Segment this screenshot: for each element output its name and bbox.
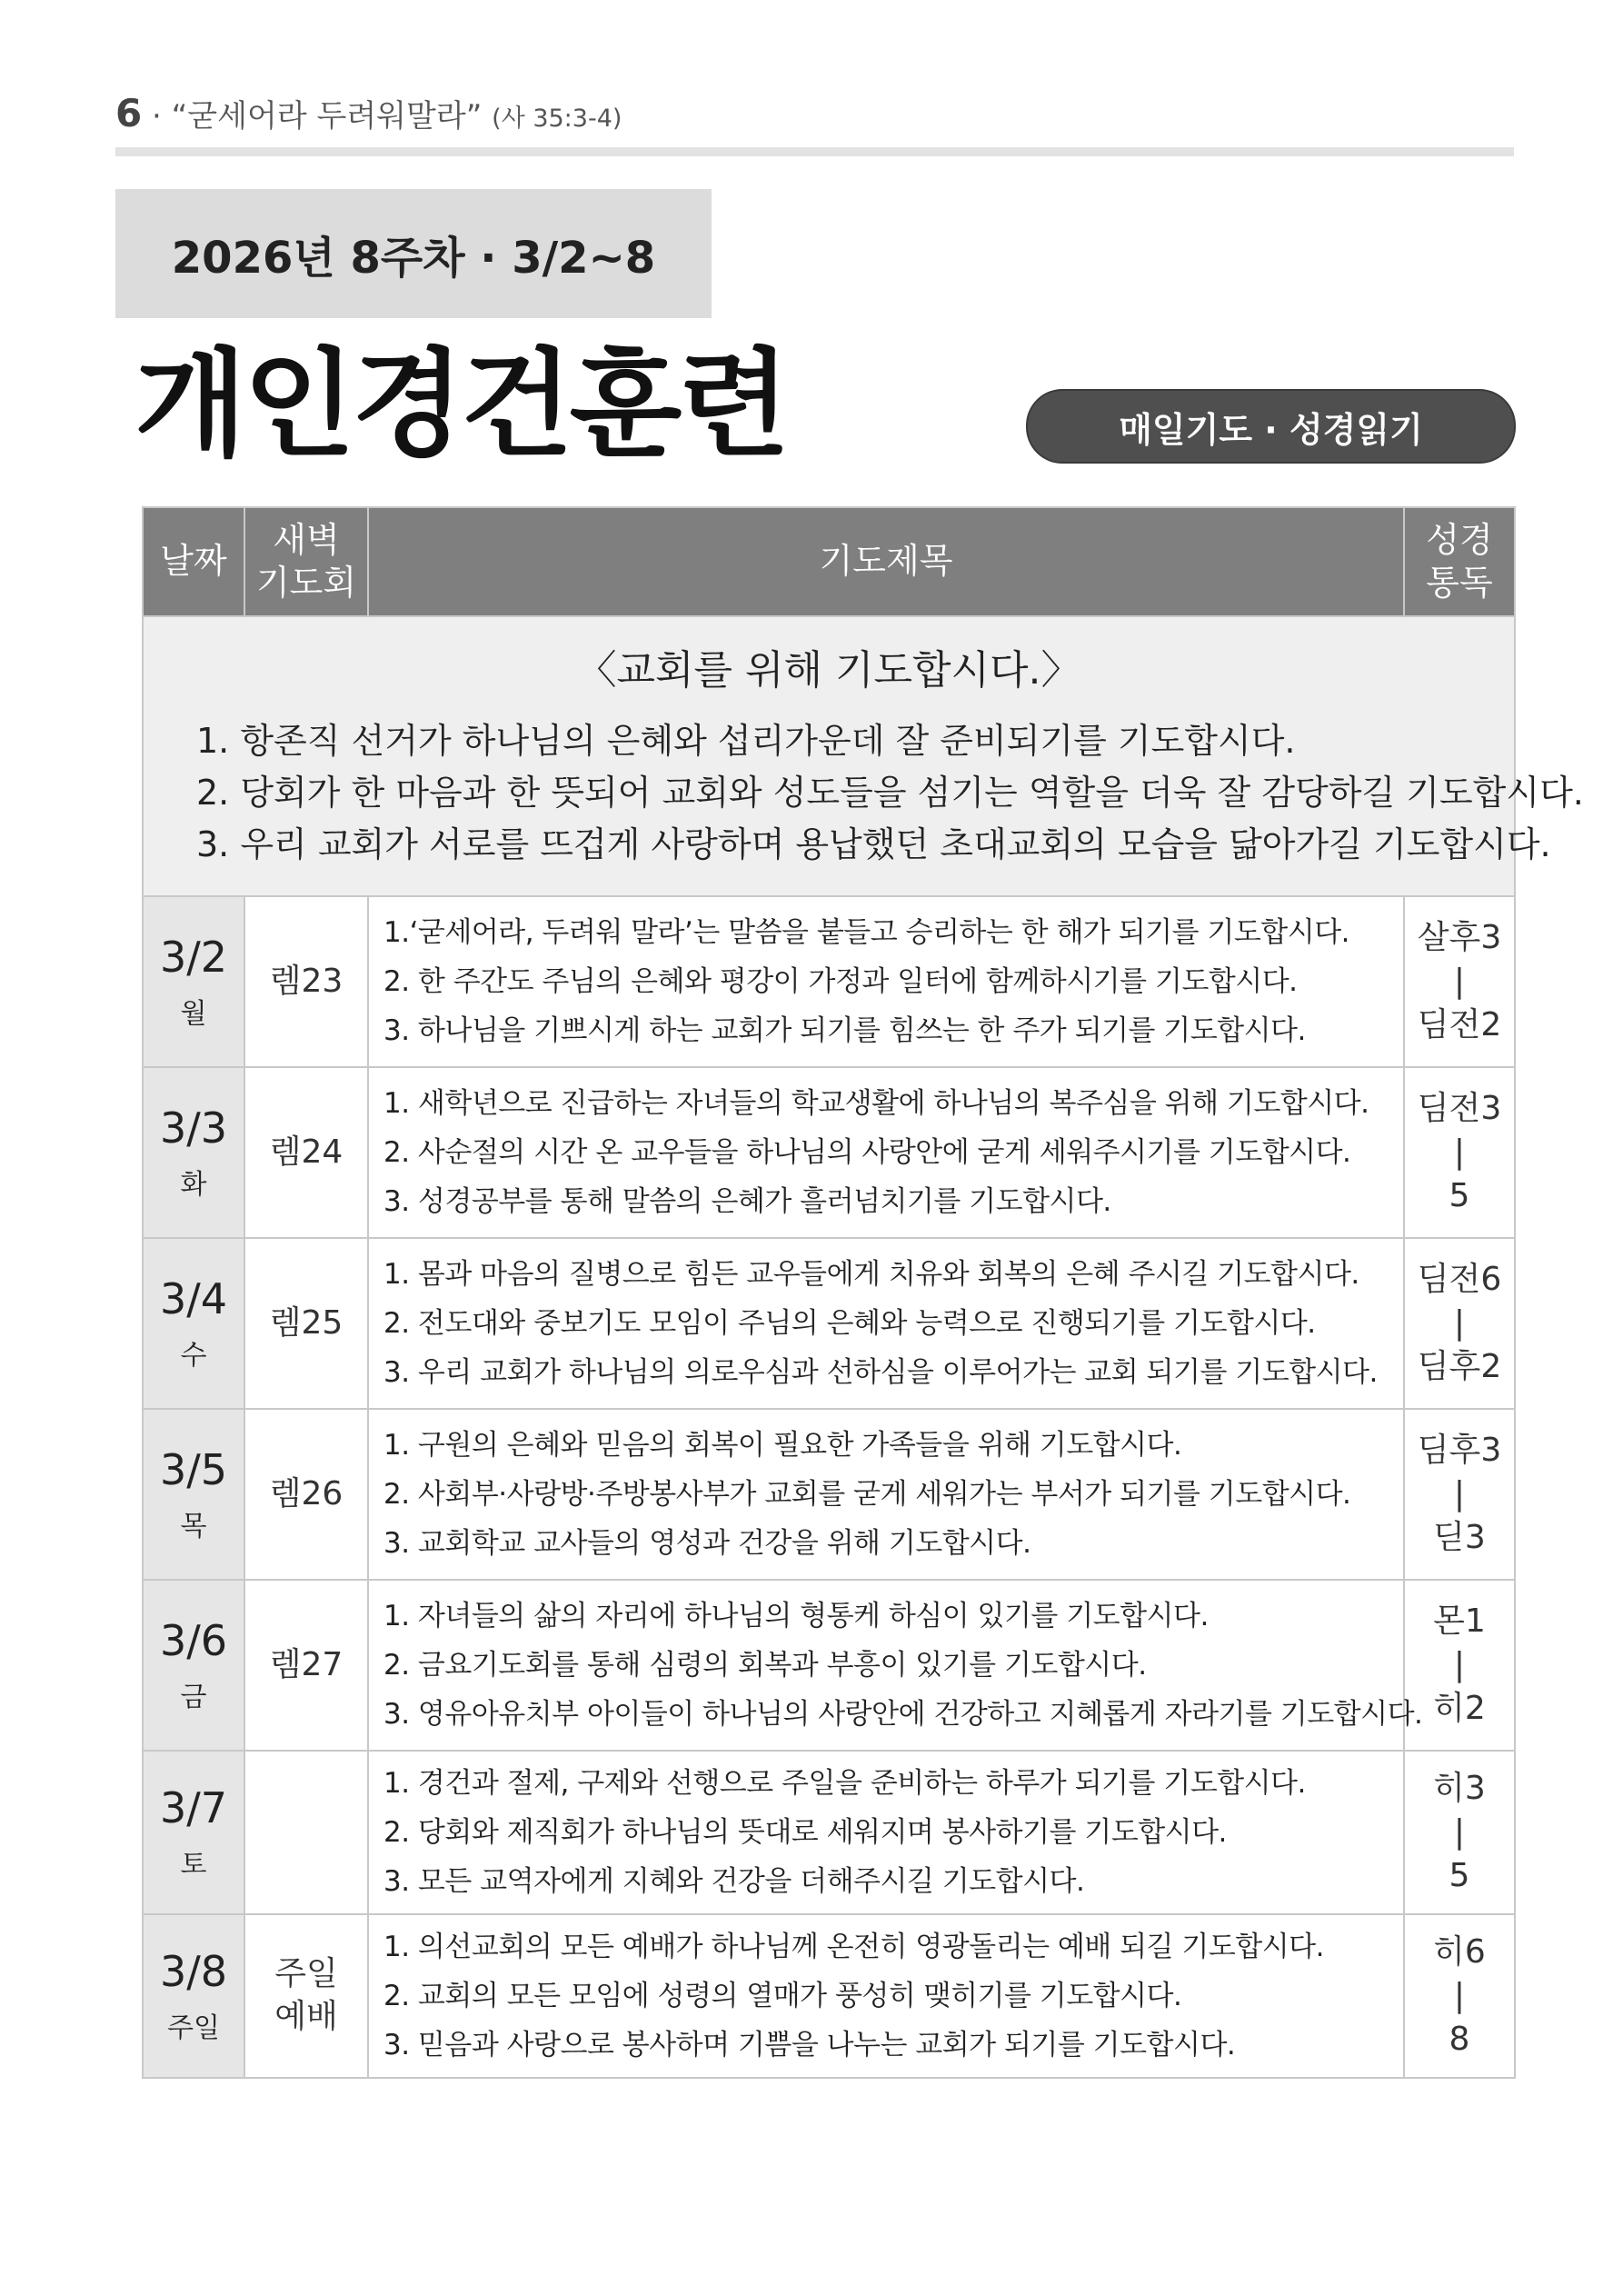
prayer-item: 1. 경건과 절제, 구제와 선행으로 주일을 준비하는 하루가 되기를 기도합시다. bbox=[383, 1767, 1306, 1800]
bible-reading-cell bbox=[1404, 1409, 1515, 1580]
table-row bbox=[143, 896, 1515, 1067]
table-header-row bbox=[143, 507, 1515, 616]
dawn-prayer-cell: 렘24 bbox=[244, 1067, 368, 1238]
intro-row bbox=[143, 616, 1515, 896]
date-number: 3/5 bbox=[159, 1445, 228, 1494]
church-prayer-item: 2. 당회가 한 마음과 한 뜻되어 교회와 성도들을 섬기는 역할을 더욱 잘 감당하길 기도합시다. bbox=[196, 773, 1584, 813]
date-cell bbox=[143, 1751, 244, 1914]
reading-start: 히6 bbox=[1433, 1933, 1486, 1971]
bible-reading-cell bbox=[1404, 1751, 1515, 1914]
reading-start: 딤전6 bbox=[1417, 1261, 1502, 1298]
prayer-item: 1. 의선교회의 모든 예배가 하나님께 온전히 영광돌리는 예배 되길 기도합시다. bbox=[383, 1931, 1324, 1963]
page-title: 개인경건훈련 bbox=[134, 337, 787, 473]
bible-reading-cell bbox=[1404, 1067, 1515, 1238]
bible-reading-cell bbox=[1404, 896, 1515, 1067]
header-date: 날짜 bbox=[143, 507, 244, 616]
prayer-item: 1. 새학년으로 진급하는 자녀들의 학교생활에 하나님의 복주심을 위해 기도합시다. bbox=[383, 1087, 1369, 1120]
reading-range-separator: | bbox=[1453, 963, 1466, 1000]
prayer-item: 3. 믿음과 사랑으로 봉사하며 기쁨을 나누는 교회가 되기를 기도합시다. bbox=[383, 2029, 1236, 2061]
prayer-topics-cell bbox=[368, 1238, 1404, 1409]
reading-range-separator: | bbox=[1453, 1813, 1466, 1851]
dawn-prayer-cell: 렘26 bbox=[244, 1409, 368, 1580]
reading-range-separator: | bbox=[1453, 1475, 1466, 1512]
prayer-topics-cell bbox=[368, 1409, 1404, 1580]
weekday: 목 bbox=[180, 1511, 207, 1542]
date-cell bbox=[143, 1914, 244, 2078]
header-read-line1: 성경 bbox=[1426, 519, 1493, 560]
date-cell bbox=[143, 1067, 244, 1238]
reading-range-separator: | bbox=[1453, 1304, 1466, 1342]
header-dawn-line2: 기도회 bbox=[255, 563, 357, 603]
prayer-reading-table bbox=[142, 506, 1584, 2079]
reading-end: 8 bbox=[1449, 2021, 1470, 2058]
weekday: 토 bbox=[180, 1849, 207, 1881]
dawn-prayer-cell: 렘23 bbox=[244, 896, 368, 1067]
church-prayer-box bbox=[143, 616, 1584, 896]
prayer-list bbox=[383, 908, 1403, 1055]
table-row bbox=[143, 1409, 1515, 1580]
prayer-list bbox=[383, 1922, 1403, 2070]
prayer-item: 3. 성경공부를 통해 말씀의 은혜가 흘러넘치기를 기도합시다. bbox=[383, 1185, 1111, 1218]
church-prayer-item: 1. 항존직 선거가 하나님의 은혜와 섭리가운데 잘 준비되기를 기도합시다. bbox=[196, 721, 1296, 761]
week-label: 2026년 8주차 · 3/2~8 bbox=[115, 189, 712, 318]
prayer-item: 3. 하나님을 기쁘시게 하는 교회가 되기를 힘쓰는 한 주가 되기를 기도합시다. bbox=[383, 1014, 1306, 1047]
weekday: 금 bbox=[180, 1682, 207, 1713]
reading-end: 딛3 bbox=[1433, 1519, 1486, 1556]
header-reference: (사 35:3-4) bbox=[492, 105, 622, 133]
church-prayer-list bbox=[196, 715, 1584, 871]
prayer-list bbox=[383, 1421, 1403, 1568]
prayer-item: 2. 당회와 제직회가 하나님의 뜻대로 세워지며 봉사하기를 기도합시다. bbox=[383, 1816, 1227, 1849]
running-head bbox=[115, 91, 622, 135]
prayer-topics-cell bbox=[368, 1067, 1404, 1238]
prayer-item: 2. 전도대와 중보기도 모임이 주님의 은혜와 능력으로 진행되기를 기도합시다. bbox=[383, 1307, 1316, 1340]
weekday: 주일 bbox=[167, 2012, 220, 2044]
prayer-topics-cell bbox=[368, 896, 1404, 1067]
reading-end: 5 bbox=[1449, 1857, 1470, 1894]
church-prayer-item: 3. 우리 교회가 서로를 뜨겁게 사랑하며 용납했던 초대교회의 모습을 닮아가길 기도합시다. bbox=[196, 824, 1551, 864]
dawn-prayer-cell: 렘27 bbox=[244, 1580, 368, 1751]
prayer-item: 2. 교회의 모든 모임에 성령의 열매가 풍성히 맺히기를 기도합시다. bbox=[383, 1980, 1182, 2012]
header-divider bbox=[115, 147, 1514, 156]
prayer-topics-cell bbox=[368, 1580, 1423, 1751]
prayer-item: 1. 몸과 마음의 질병으로 힘든 교우들에게 치유와 회복의 은혜 주시길 기도합시다. bbox=[383, 1258, 1359, 1291]
date-number: 3/8 bbox=[159, 1947, 228, 1996]
prayer-item: 2. 한 주간도 주님의 은혜와 평강이 가정과 일터에 함께하시기를 기도합시다. bbox=[383, 965, 1298, 998]
prayer-item: 2. 사회부·사랑방·주방봉사부가 교회를 굳게 세워가는 부서가 되기를 기도합시다. bbox=[383, 1478, 1351, 1511]
prayer-list bbox=[383, 1592, 1423, 1739]
reading-range-separator: | bbox=[1453, 1646, 1466, 1683]
header-prayer-topics: 기도제목 bbox=[368, 507, 1404, 616]
bible-reading-cell bbox=[1404, 1238, 1515, 1409]
date-cell bbox=[143, 1238, 244, 1409]
reading-start: 히3 bbox=[1433, 1770, 1486, 1807]
header-separator: · bbox=[152, 98, 162, 135]
date-cell bbox=[143, 1580, 244, 1751]
reading-start: 몬1 bbox=[1433, 1602, 1486, 1640]
reading-range-separator: | bbox=[1453, 1977, 1466, 2014]
reading-end: 히2 bbox=[1433, 1690, 1486, 1727]
prayer-topics-cell bbox=[368, 1751, 1404, 1914]
prayer-list bbox=[383, 1250, 1403, 1397]
reading-start: 딤후3 bbox=[1417, 1432, 1502, 1469]
reading-range-separator: | bbox=[1453, 1133, 1466, 1171]
date-number: 3/6 bbox=[159, 1616, 228, 1665]
prayer-item: 2. 금요기도회를 통해 심령의 회복과 부흥이 있기를 기도합시다. bbox=[383, 1649, 1147, 1682]
table-row bbox=[143, 1580, 1515, 1751]
prayer-item: 2. 사순절의 시간 온 교우들을 하나님의 사랑안에 굳게 세워주시기를 기도합시다. bbox=[383, 1136, 1351, 1169]
date-number: 3/2 bbox=[159, 933, 228, 982]
date-number: 3/7 bbox=[159, 1783, 228, 1832]
header-bible-reading bbox=[1404, 507, 1515, 616]
date-cell bbox=[143, 1409, 244, 1580]
date-number: 3/3 bbox=[159, 1103, 228, 1153]
dawn-prayer-cell bbox=[244, 1751, 368, 1914]
prayer-item: 1.‘굳세어라, 두려워 말라’는 말씀을 붙들고 승리하는 한 해가 되기를 기도합시다. bbox=[383, 916, 1350, 949]
reading-start: 살후3 bbox=[1417, 919, 1502, 956]
church-prayer-heading: 〈교회를 위해 기도합시다.〉 bbox=[576, 647, 1081, 694]
dawn-prayer-cell: 렘25 bbox=[244, 1238, 368, 1409]
weekday: 월 bbox=[180, 998, 207, 1030]
dawn-prayer-cell: 주일 예배 bbox=[244, 1914, 368, 2078]
prayer-item: 1. 자녀들의 삶의 자리에 하나님의 형통케 하심이 있기를 기도합시다. bbox=[383, 1600, 1209, 1632]
page-number: 6 bbox=[115, 91, 143, 135]
table-row bbox=[143, 1238, 1515, 1409]
table-row bbox=[143, 1914, 1515, 2078]
prayer-item: 3. 우리 교회가 하나님의 의로우심과 선하심을 이루어가는 교회 되기를 기도합시다. bbox=[383, 1356, 1378, 1389]
header-dawn-line1: 새벽 bbox=[273, 519, 340, 560]
date-cell bbox=[143, 896, 244, 1067]
weekday: 수 bbox=[180, 1340, 207, 1372]
prayer-item: 3. 교회학교 교사들의 영성과 건강을 위해 기도합시다. bbox=[383, 1527, 1031, 1560]
reading-end: 딤후2 bbox=[1417, 1348, 1502, 1385]
header-dawn-prayer bbox=[244, 507, 368, 616]
prayer-list bbox=[383, 1759, 1403, 1906]
prayer-topics-cell bbox=[368, 1914, 1404, 2078]
prayer-item: 3. 모든 교역자에게 지혜와 건강을 더해주시길 기도합시다. bbox=[383, 1865, 1085, 1898]
date-number: 3/4 bbox=[159, 1274, 228, 1323]
reading-end: 5 bbox=[1449, 1177, 1470, 1214]
bible-reading-cell bbox=[1404, 1914, 1515, 2078]
table-row bbox=[143, 1067, 1515, 1238]
prayer-item: 1. 구원의 은혜와 믿음의 회복이 필요한 가족들을 위해 기도합시다. bbox=[383, 1429, 1182, 1462]
section-badge: 매일기도 · 성경읽기 bbox=[1026, 389, 1516, 464]
reading-end: 딤전2 bbox=[1417, 1006, 1502, 1043]
weekday: 화 bbox=[180, 1169, 207, 1201]
table-row bbox=[143, 1751, 1515, 1914]
header-quote: “굳세어라 두려워말라” bbox=[171, 98, 483, 135]
header-read-line2: 통독 bbox=[1426, 563, 1493, 603]
reading-start: 딤전3 bbox=[1417, 1090, 1502, 1127]
prayer-item: 3. 영유아유치부 아이들이 하나님의 사랑안에 건강하고 지혜롭게 자라기를 기도합시다. bbox=[383, 1698, 1423, 1731]
prayer-list bbox=[383, 1079, 1403, 1226]
